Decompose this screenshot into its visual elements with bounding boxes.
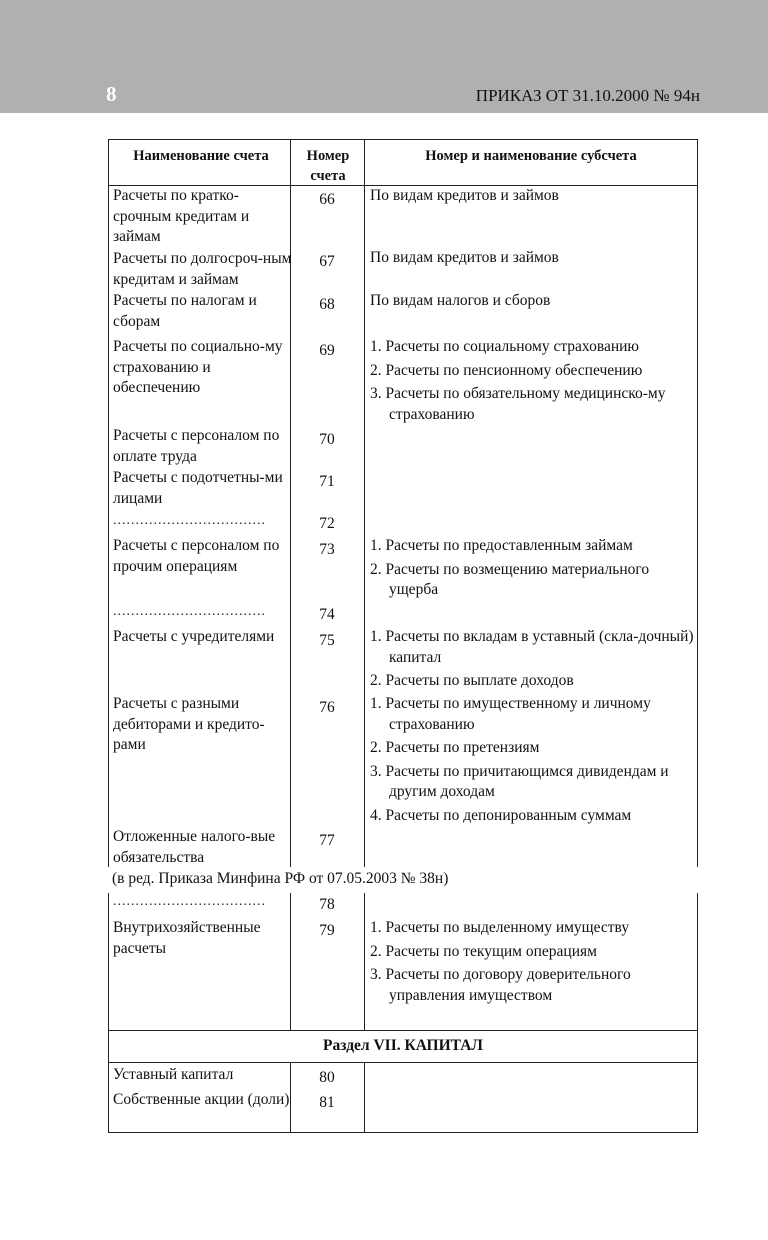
subaccount-item: 4. Расчеты по депонированным суммам <box>370 806 632 824</box>
account-number: 72 <box>319 515 335 532</box>
page-number: 8 <box>106 82 117 106</box>
account-number: 80 <box>319 1069 335 1086</box>
column-header-subaccount: Номер и наименование субсчета <box>425 148 637 164</box>
subaccount-item: 3. Расчеты по договору доверительного управления имуществом <box>370 966 631 1004</box>
account-name: Расчеты по налогам и сборам <box>113 292 257 330</box>
account-number: 75 <box>319 632 335 649</box>
account-name: Отложенные налого-вые обязательства <box>113 828 276 866</box>
subaccount-item: 1. Расчеты по социальному страхованию <box>370 338 639 355</box>
subaccount-list <box>370 291 696 312</box>
account-number: 79 <box>319 922 335 939</box>
subaccount-item: 3. Расчеты по причитающимся дивидендам и другим доходам <box>370 762 669 800</box>
page-header <box>0 0 768 113</box>
section-title: Раздел VII. КАПИТАЛ <box>323 1037 483 1054</box>
subaccount-item: 2. Расчеты по претензиям <box>370 739 540 756</box>
subaccount-item: 1. Расчеты по имущественному и личному страхованию <box>370 695 651 733</box>
account-name: Расчеты с разными дебиторами и кредито-рами <box>113 695 265 753</box>
account-number: 69 <box>319 342 335 359</box>
account-name: Расчеты по социально-му страхованию и обеспечению <box>113 338 283 396</box>
subaccount-list <box>370 337 696 428</box>
subaccount-list <box>370 627 696 695</box>
account-number: 67 <box>319 253 335 270</box>
subaccount-list <box>370 186 696 207</box>
column-divider <box>364 1062 365 1133</box>
subaccount-list <box>370 536 696 604</box>
subaccount-item: По видам кредитов и займов <box>370 249 559 266</box>
account-name: Внутрихозяйственные расчеты <box>113 919 261 957</box>
account-name: Расчеты с персоналом по оплате труда <box>113 427 280 465</box>
omitted-account-dots: .................................. <box>113 604 266 619</box>
account-number: 73 <box>319 541 335 558</box>
account-number: 71 <box>319 473 335 490</box>
subaccount-list <box>370 918 696 1009</box>
account-number: 70 <box>319 431 335 448</box>
column-header-number: Номер счета <box>306 148 350 184</box>
subaccount-item: 2. Расчеты по выплате доходов <box>370 672 574 689</box>
subaccount-item: 2. Расчеты по текущим операциям <box>370 942 597 960</box>
subaccount-item: 1. Расчеты по выделенному имуществу <box>370 919 630 936</box>
account-number: 81 <box>319 1094 335 1111</box>
subaccount-item: 3. Расчеты по обязательному медицинско-му страхованию <box>370 385 666 423</box>
subaccount-list <box>370 694 696 829</box>
account-number: 76 <box>319 699 335 716</box>
subaccount-item: 2. Расчеты по пенсионному обеспечению <box>370 361 643 379</box>
omitted-account-dots: .................................. <box>113 513 266 528</box>
omitted-account-dots: .................................. <box>113 894 266 909</box>
account-number: 68 <box>319 296 335 313</box>
account-name: Расчеты с учредителями <box>113 628 275 645</box>
account-name: Расчеты по кратко-срочным кредитам и займам <box>113 187 250 245</box>
column-divider <box>364 139 365 1030</box>
subaccount-item: 1. Расчеты по вкладам в уставный (скла-дочный) капитал <box>370 628 694 666</box>
subaccount-item: По видам налогов и сборов <box>370 292 551 309</box>
account-name: Расчеты по долгосроч-ным кредитам и займам <box>113 250 292 288</box>
subaccount-item: 2. Расчеты по возмещению материального ущерба <box>370 560 650 598</box>
running-title: ПРИКАЗ ОТ 31.10.2000 № 94н <box>475 86 700 105</box>
account-name: Уставный капитал <box>113 1066 234 1083</box>
subaccount-item: По видам кредитов и займов <box>370 187 559 204</box>
account-number: 66 <box>319 191 335 208</box>
account-number: 77 <box>319 832 335 849</box>
account-number: 78 <box>319 896 335 913</box>
account-number: 74 <box>319 606 335 623</box>
subaccount-item: 1. Расчеты по предоставленным займам <box>370 537 633 554</box>
column-header-name: Наименование счета <box>133 148 269 164</box>
section-divider-bottom <box>108 1062 698 1063</box>
account-name: Расчеты с подотчетны-ми лицами <box>113 469 283 507</box>
account-name: Собственные акции (доли) <box>113 1091 290 1108</box>
subaccount-list <box>370 248 696 269</box>
amendment-note: (в ред. Приказа Минфина РФ от 07.05.2003 № 38н) <box>102 867 700 893</box>
account-name: Расчеты с персоналом по прочим операциям <box>113 537 280 575</box>
